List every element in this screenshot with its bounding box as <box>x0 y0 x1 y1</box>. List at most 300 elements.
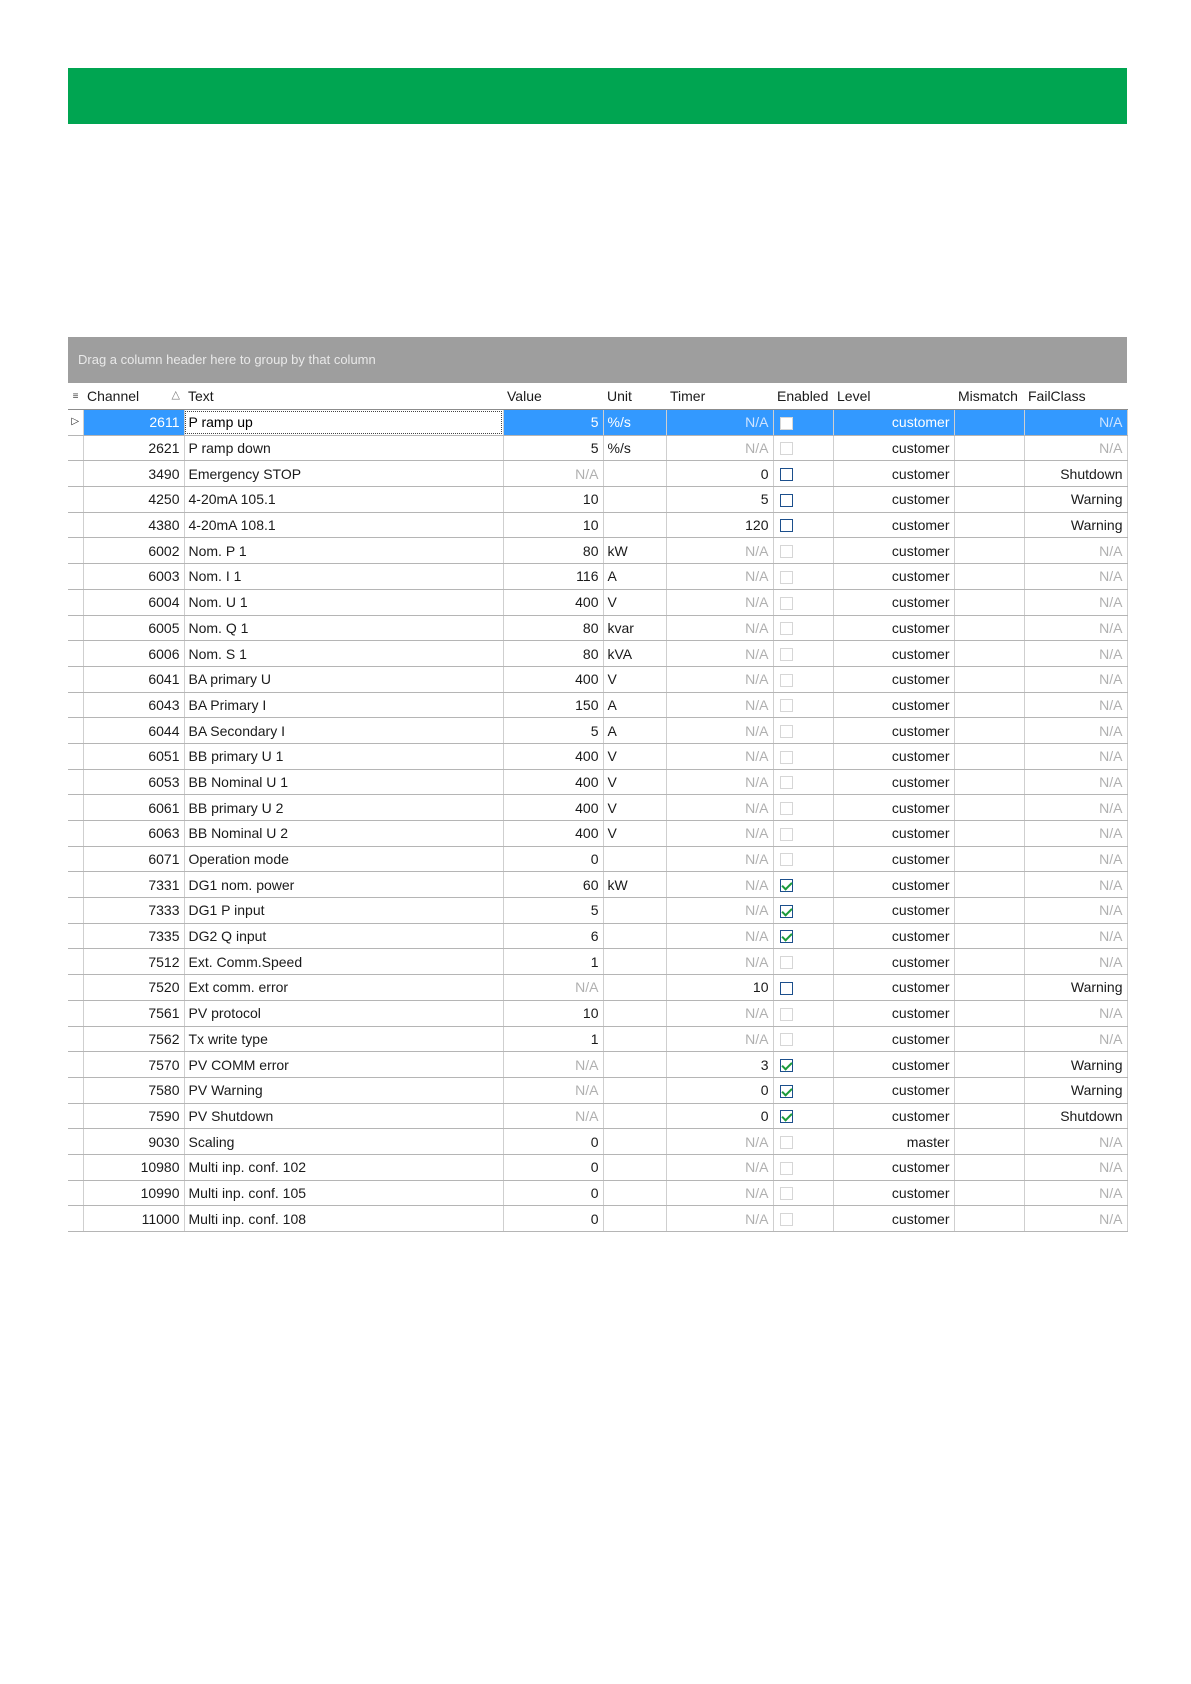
cell-failclass[interactable]: N/A <box>1024 769 1127 795</box>
cell-unit[interactable] <box>603 487 666 513</box>
cell-channel[interactable]: 6004 <box>83 589 184 615</box>
cell-mismatch[interactable] <box>954 589 1024 615</box>
cell-timer[interactable]: 5 <box>666 487 773 513</box>
cell-enabled[interactable] <box>773 1077 833 1103</box>
cell-mismatch[interactable] <box>954 564 1024 590</box>
column-header-failclass[interactable]: FailClass <box>1024 383 1127 410</box>
cell-mismatch[interactable] <box>954 898 1024 924</box>
cell-mismatch[interactable] <box>954 718 1024 744</box>
cell-mismatch[interactable] <box>954 692 1024 718</box>
cell-enabled[interactable] <box>773 538 833 564</box>
cell-failclass[interactable]: N/A <box>1024 718 1127 744</box>
cell-channel[interactable]: 6061 <box>83 795 184 821</box>
cell-unit[interactable] <box>603 923 666 949</box>
cell-unit[interactable] <box>603 1077 666 1103</box>
column-header-level[interactable]: Level <box>833 383 954 410</box>
cell-failclass[interactable]: N/A <box>1024 615 1127 641</box>
cell-text[interactable]: DG2 Q input <box>184 923 503 949</box>
row-indicator[interactable] <box>68 564 83 590</box>
row-indicator[interactable] <box>68 1206 83 1232</box>
cell-level[interactable]: customer <box>833 743 954 769</box>
table-row[interactable] <box>68 410 1127 436</box>
cell-value[interactable]: N/A <box>503 1103 603 1129</box>
cell-channel[interactable]: 2621 <box>83 435 184 461</box>
table-row[interactable] <box>68 461 1127 487</box>
cell-failclass[interactable]: N/A <box>1024 692 1127 718</box>
cell-channel[interactable]: 6003 <box>83 564 184 590</box>
cell-text[interactable]: Nom. I 1 <box>184 564 503 590</box>
cell-value[interactable]: N/A <box>503 1077 603 1103</box>
cell-text[interactable]: BB primary U 1 <box>184 743 503 769</box>
cell-mismatch[interactable] <box>954 435 1024 461</box>
cell-text[interactable]: BB Nominal U 1 <box>184 769 503 795</box>
cell-mismatch[interactable] <box>954 1103 1024 1129</box>
row-indicator[interactable] <box>68 666 83 692</box>
cell-mismatch[interactable] <box>954 461 1024 487</box>
cell-unit[interactable]: A <box>603 718 666 744</box>
cell-timer[interactable]: N/A <box>666 743 773 769</box>
row-pointer-icon[interactable]: ▷ <box>68 410 83 436</box>
cell-enabled[interactable] <box>773 1206 833 1232</box>
cell-unit[interactable]: A <box>603 564 666 590</box>
cell-value[interactable]: 10 <box>503 487 603 513</box>
cell-mismatch[interactable] <box>954 1000 1024 1026</box>
table-row[interactable] <box>68 487 1127 513</box>
cell-value[interactable]: 80 <box>503 538 603 564</box>
cell-level[interactable]: customer <box>833 641 954 667</box>
cell-enabled[interactable] <box>773 1052 833 1078</box>
row-indicator[interactable] <box>68 692 83 718</box>
cell-timer[interactable]: N/A <box>666 435 773 461</box>
cell-unit[interactable] <box>603 898 666 924</box>
cell-mismatch[interactable] <box>954 615 1024 641</box>
cell-text[interactable]: DG1 P input <box>184 898 503 924</box>
row-indicator[interactable] <box>68 975 83 1001</box>
row-indicator[interactable] <box>68 1129 83 1155</box>
cell-enabled[interactable] <box>773 872 833 898</box>
cell-enabled[interactable] <box>773 589 833 615</box>
cell-timer[interactable]: N/A <box>666 718 773 744</box>
cell-mismatch[interactable] <box>954 641 1024 667</box>
cell-channel[interactable]: 10980 <box>83 1154 184 1180</box>
cell-enabled[interactable] <box>773 1129 833 1155</box>
cell-unit[interactable]: %/s <box>603 410 666 436</box>
cell-value[interactable]: 116 <box>503 564 603 590</box>
column-header-enabled[interactable]: Enabled <box>773 383 833 410</box>
cell-failclass[interactable]: Shutdown <box>1024 1103 1127 1129</box>
cell-channel[interactable]: 7333 <box>83 898 184 924</box>
cell-mismatch[interactable] <box>954 1026 1024 1052</box>
cell-failclass[interactable]: N/A <box>1024 410 1127 436</box>
cell-mismatch[interactable] <box>954 666 1024 692</box>
cell-mismatch[interactable] <box>954 410 1024 436</box>
cell-timer[interactable]: 120 <box>666 512 773 538</box>
row-indicator[interactable] <box>68 512 83 538</box>
cell-mismatch[interactable] <box>954 1206 1024 1232</box>
cell-channel[interactable]: 7335 <box>83 923 184 949</box>
cell-enabled[interactable] <box>773 512 833 538</box>
cell-mismatch[interactable] <box>954 1154 1024 1180</box>
cell-mismatch[interactable] <box>954 538 1024 564</box>
cell-mismatch[interactable] <box>954 769 1024 795</box>
cell-failclass[interactable]: N/A <box>1024 846 1127 872</box>
cell-timer[interactable]: 0 <box>666 1077 773 1103</box>
cell-failclass[interactable]: N/A <box>1024 589 1127 615</box>
row-indicator[interactable] <box>68 641 83 667</box>
cell-value[interactable]: 6 <box>503 923 603 949</box>
cell-value[interactable]: 5 <box>503 898 603 924</box>
cell-text[interactable]: PV Warning <box>184 1077 503 1103</box>
cell-enabled[interactable] <box>773 718 833 744</box>
cell-unit[interactable] <box>603 975 666 1001</box>
cell-timer[interactable]: N/A <box>666 641 773 667</box>
cell-unit[interactable]: kW <box>603 538 666 564</box>
cell-enabled[interactable] <box>773 1000 833 1026</box>
cell-channel[interactable]: 7561 <box>83 1000 184 1026</box>
cell-value[interactable]: 400 <box>503 589 603 615</box>
cell-timer[interactable]: N/A <box>666 898 773 924</box>
cell-failclass[interactable]: N/A <box>1024 666 1127 692</box>
row-indicator[interactable] <box>68 795 83 821</box>
cell-text[interactable]: BB Nominal U 2 <box>184 821 503 847</box>
table-row[interactable] <box>68 1077 1127 1103</box>
cell-failclass[interactable]: Warning <box>1024 487 1127 513</box>
cell-channel[interactable]: 11000 <box>83 1206 184 1232</box>
table-row[interactable] <box>68 641 1127 667</box>
cell-level[interactable]: customer <box>833 795 954 821</box>
cell-value[interactable]: 5 <box>503 718 603 744</box>
cell-unit[interactable]: V <box>603 743 666 769</box>
cell-level[interactable]: customer <box>833 564 954 590</box>
cell-failclass[interactable]: N/A <box>1024 795 1127 821</box>
cell-channel[interactable]: 6053 <box>83 769 184 795</box>
cell-text[interactable]: 4-20mA 108.1 <box>184 512 503 538</box>
cell-timer[interactable]: N/A <box>666 538 773 564</box>
cell-failclass[interactable]: N/A <box>1024 1000 1127 1026</box>
cell-mismatch[interactable] <box>954 821 1024 847</box>
cell-channel[interactable]: 7520 <box>83 975 184 1001</box>
cell-enabled[interactable] <box>773 898 833 924</box>
row-indicator[interactable] <box>68 461 83 487</box>
cell-value[interactable]: 10 <box>503 512 603 538</box>
column-header-channel[interactable] <box>83 383 184 410</box>
cell-value[interactable]: 1 <box>503 949 603 975</box>
cell-level[interactable]: customer <box>833 1077 954 1103</box>
cell-failclass[interactable]: N/A <box>1024 923 1127 949</box>
enabled-checkbox[interactable] <box>780 930 793 943</box>
cell-enabled[interactable] <box>773 846 833 872</box>
cell-text[interactable]: DG1 nom. power <box>184 872 503 898</box>
enabled-checkbox[interactable] <box>780 1059 793 1072</box>
table-row[interactable] <box>68 743 1127 769</box>
cell-enabled[interactable] <box>773 1103 833 1129</box>
cell-timer[interactable]: N/A <box>666 615 773 641</box>
cell-value[interactable]: 80 <box>503 641 603 667</box>
cell-channel[interactable]: 6044 <box>83 718 184 744</box>
cell-value[interactable]: 5 <box>503 410 603 436</box>
cell-mismatch[interactable] <box>954 1129 1024 1155</box>
row-indicator[interactable] <box>68 1052 83 1078</box>
cell-unit[interactable] <box>603 1129 666 1155</box>
cell-timer[interactable]: N/A <box>666 1180 773 1206</box>
table-row[interactable] <box>68 512 1127 538</box>
cell-unit[interactable] <box>603 512 666 538</box>
cell-unit[interactable]: V <box>603 666 666 692</box>
column-header-text[interactable]: Text <box>184 383 503 410</box>
enabled-checkbox[interactable] <box>780 1085 793 1098</box>
cell-level[interactable]: customer <box>833 769 954 795</box>
cell-value[interactable]: 0 <box>503 1180 603 1206</box>
cell-enabled[interactable] <box>773 743 833 769</box>
row-indicator[interactable] <box>68 487 83 513</box>
cell-failclass[interactable]: N/A <box>1024 743 1127 769</box>
cell-level[interactable]: customer <box>833 1103 954 1129</box>
cell-failclass[interactable]: N/A <box>1024 1129 1127 1155</box>
cell-channel[interactable]: 6071 <box>83 846 184 872</box>
cell-timer[interactable]: 0 <box>666 461 773 487</box>
cell-mismatch[interactable] <box>954 872 1024 898</box>
cell-text[interactable]: Nom. U 1 <box>184 589 503 615</box>
enabled-checkbox[interactable] <box>780 1110 793 1123</box>
cell-value[interactable]: N/A <box>503 461 603 487</box>
cell-text[interactable]: BB primary U 2 <box>184 795 503 821</box>
cell-failclass[interactable]: Warning <box>1024 975 1127 1001</box>
cell-mismatch[interactable] <box>954 1180 1024 1206</box>
column-header-unit[interactable]: Unit <box>603 383 666 410</box>
group-by-panel[interactable]: Drag a column header here to group by that column <box>68 337 1127 383</box>
cell-failclass[interactable]: N/A <box>1024 1180 1127 1206</box>
cell-unit[interactable] <box>603 1103 666 1129</box>
table-row[interactable] <box>68 692 1127 718</box>
cell-text[interactable]: PV protocol <box>184 1000 503 1026</box>
cell-failclass[interactable]: N/A <box>1024 435 1127 461</box>
cell-failclass[interactable]: N/A <box>1024 641 1127 667</box>
table-row[interactable] <box>68 564 1127 590</box>
cell-text[interactable]: Scaling <box>184 1129 503 1155</box>
cell-enabled[interactable] <box>773 1026 833 1052</box>
enabled-checkbox[interactable] <box>780 879 793 892</box>
table-row[interactable] <box>68 923 1127 949</box>
cell-unit[interactable] <box>603 1026 666 1052</box>
row-indicator[interactable] <box>68 1154 83 1180</box>
cell-text[interactable]: Tx write type <box>184 1026 503 1052</box>
table-row[interactable] <box>68 538 1127 564</box>
cell-text[interactable]: BA primary U <box>184 666 503 692</box>
cell-failclass[interactable]: Shutdown <box>1024 461 1127 487</box>
cell-level[interactable]: customer <box>833 821 954 847</box>
cell-value[interactable]: 0 <box>503 1206 603 1232</box>
cell-value[interactable]: 400 <box>503 743 603 769</box>
row-indicator[interactable] <box>68 923 83 949</box>
table-row[interactable] <box>68 615 1127 641</box>
table-row[interactable] <box>68 769 1127 795</box>
cell-unit[interactable]: kvar <box>603 615 666 641</box>
cell-failclass[interactable]: N/A <box>1024 949 1127 975</box>
cell-unit[interactable] <box>603 1180 666 1206</box>
cell-text[interactable]: PV Shutdown <box>184 1103 503 1129</box>
cell-timer[interactable]: N/A <box>666 589 773 615</box>
cell-value[interactable]: 0 <box>503 1129 603 1155</box>
cell-channel[interactable]: 7512 <box>83 949 184 975</box>
table-row[interactable] <box>68 435 1127 461</box>
row-indicator[interactable] <box>68 1103 83 1129</box>
cell-level[interactable]: master <box>833 1129 954 1155</box>
cell-unit[interactable]: V <box>603 589 666 615</box>
row-indicator[interactable] <box>68 1026 83 1052</box>
cell-text[interactable]: Ext comm. error <box>184 975 503 1001</box>
table-row[interactable] <box>68 846 1127 872</box>
cell-level[interactable]: customer <box>833 923 954 949</box>
enabled-checkbox[interactable] <box>780 494 793 507</box>
cell-unit[interactable] <box>603 1000 666 1026</box>
row-indicator[interactable] <box>68 1000 83 1026</box>
cell-value[interactable]: 0 <box>503 1154 603 1180</box>
column-header-value[interactable]: Value <box>503 383 603 410</box>
cell-channel[interactable]: 2611 <box>83 410 184 436</box>
cell-channel[interactable]: 6051 <box>83 743 184 769</box>
cell-value[interactable]: 400 <box>503 666 603 692</box>
cell-timer[interactable]: 3 <box>666 1052 773 1078</box>
cell-text[interactable]: P ramp down <box>184 435 503 461</box>
cell-channel[interactable]: 6043 <box>83 692 184 718</box>
cell-enabled[interactable] <box>773 769 833 795</box>
cell-timer[interactable]: N/A <box>666 1000 773 1026</box>
table-row[interactable] <box>68 1129 1127 1155</box>
cell-channel[interactable]: 7562 <box>83 1026 184 1052</box>
cell-mismatch[interactable] <box>954 923 1024 949</box>
cell-timer[interactable]: N/A <box>666 923 773 949</box>
row-indicator[interactable] <box>68 1077 83 1103</box>
cell-enabled[interactable] <box>773 461 833 487</box>
cell-text[interactable]: Multi inp. conf. 102 <box>184 1154 503 1180</box>
cell-level[interactable]: customer <box>833 872 954 898</box>
cell-level[interactable]: customer <box>833 435 954 461</box>
cell-level[interactable]: customer <box>833 1000 954 1026</box>
row-indicator[interactable] <box>68 846 83 872</box>
cell-level[interactable]: customer <box>833 666 954 692</box>
row-indicator[interactable] <box>68 538 83 564</box>
cell-channel[interactable]: 9030 <box>83 1129 184 1155</box>
cell-enabled[interactable] <box>773 923 833 949</box>
table-row[interactable] <box>68 872 1127 898</box>
cell-text[interactable]: BA Primary I <box>184 692 503 718</box>
cell-channel[interactable]: 6041 <box>83 666 184 692</box>
row-indicator[interactable] <box>68 821 83 847</box>
table-row[interactable] <box>68 795 1127 821</box>
table-row[interactable] <box>68 666 1127 692</box>
table-row[interactable] <box>68 898 1127 924</box>
cell-text[interactable]: Emergency STOP <box>184 461 503 487</box>
table-row[interactable] <box>68 1180 1127 1206</box>
column-header-timer[interactable]: Timer <box>666 383 773 410</box>
cell-level[interactable]: customer <box>833 949 954 975</box>
cell-level[interactable]: customer <box>833 1180 954 1206</box>
table-row[interactable] <box>68 1206 1127 1232</box>
cell-channel[interactable]: 7580 <box>83 1077 184 1103</box>
table-row[interactable] <box>68 1052 1127 1078</box>
table-row[interactable] <box>68 1154 1127 1180</box>
cell-level[interactable]: customer <box>833 538 954 564</box>
cell-mismatch[interactable] <box>954 949 1024 975</box>
cell-failclass[interactable]: Warning <box>1024 1052 1127 1078</box>
cell-enabled[interactable] <box>773 641 833 667</box>
row-indicator[interactable] <box>68 743 83 769</box>
cell-unit[interactable]: %/s <box>603 435 666 461</box>
cell-channel[interactable]: 7570 <box>83 1052 184 1078</box>
cell-timer[interactable]: 10 <box>666 975 773 1001</box>
row-indicator[interactable] <box>68 1180 83 1206</box>
cell-failclass[interactable]: N/A <box>1024 872 1127 898</box>
cell-enabled[interactable] <box>773 487 833 513</box>
cell-level[interactable]: customer <box>833 1052 954 1078</box>
cell-level[interactable]: customer <box>833 1206 954 1232</box>
cell-failclass[interactable]: N/A <box>1024 1154 1127 1180</box>
cell-value[interactable]: 0 <box>503 846 603 872</box>
cell-failclass[interactable]: N/A <box>1024 1026 1127 1052</box>
cell-text[interactable]: Multi inp. conf. 108 <box>184 1206 503 1232</box>
cell-enabled[interactable] <box>773 615 833 641</box>
cell-level[interactable]: customer <box>833 692 954 718</box>
cell-mismatch[interactable] <box>954 846 1024 872</box>
cell-text[interactable]: Nom. P 1 <box>184 538 503 564</box>
cell-channel[interactable]: 6002 <box>83 538 184 564</box>
cell-mismatch[interactable] <box>954 795 1024 821</box>
cell-level[interactable]: customer <box>833 898 954 924</box>
cell-timer[interactable]: N/A <box>666 1129 773 1155</box>
cell-level[interactable]: customer <box>833 615 954 641</box>
cell-enabled[interactable] <box>773 949 833 975</box>
cell-channel[interactable]: 6005 <box>83 615 184 641</box>
cell-level[interactable]: customer <box>833 512 954 538</box>
cell-failclass[interactable]: N/A <box>1024 1206 1127 1232</box>
cell-unit[interactable] <box>603 1206 666 1232</box>
cell-level[interactable]: customer <box>833 487 954 513</box>
cell-level[interactable]: customer <box>833 589 954 615</box>
column-chooser-icon[interactable]: ≡ <box>68 383 83 410</box>
cell-channel[interactable]: 7331 <box>83 872 184 898</box>
cell-value[interactable]: 150 <box>503 692 603 718</box>
cell-text[interactable]: 4-20mA 105.1 <box>184 487 503 513</box>
cell-failclass[interactable]: N/A <box>1024 898 1127 924</box>
cell-enabled[interactable] <box>773 666 833 692</box>
cell-text[interactable]: Multi inp. conf. 105 <box>184 1180 503 1206</box>
cell-text[interactable]: Nom. Q 1 <box>184 615 503 641</box>
cell-text[interactable]: Ext. Comm.Speed <box>184 949 503 975</box>
cell-value[interactable]: 10 <box>503 1000 603 1026</box>
cell-mismatch[interactable] <box>954 743 1024 769</box>
enabled-checkbox[interactable] <box>780 519 793 532</box>
cell-enabled[interactable] <box>773 692 833 718</box>
cell-level[interactable]: customer <box>833 846 954 872</box>
cell-text[interactable]: PV COMM error <box>184 1052 503 1078</box>
table-row[interactable] <box>68 1103 1127 1129</box>
cell-enabled[interactable] <box>773 410 833 436</box>
cell-timer[interactable]: N/A <box>666 564 773 590</box>
row-indicator[interactable] <box>68 589 83 615</box>
cell-text[interactable]: BA Secondary I <box>184 718 503 744</box>
table-row[interactable] <box>68 1000 1127 1026</box>
table-row[interactable] <box>68 1026 1127 1052</box>
enabled-checkbox[interactable] <box>780 905 793 918</box>
cell-enabled[interactable] <box>773 564 833 590</box>
cell-unit[interactable]: kVA <box>603 641 666 667</box>
cell-timer[interactable]: N/A <box>666 1206 773 1232</box>
cell-timer[interactable]: N/A <box>666 872 773 898</box>
row-indicator[interactable] <box>68 615 83 641</box>
cell-mismatch[interactable] <box>954 1052 1024 1078</box>
cell-channel[interactable]: 7590 <box>83 1103 184 1129</box>
cell-timer[interactable]: N/A <box>666 821 773 847</box>
